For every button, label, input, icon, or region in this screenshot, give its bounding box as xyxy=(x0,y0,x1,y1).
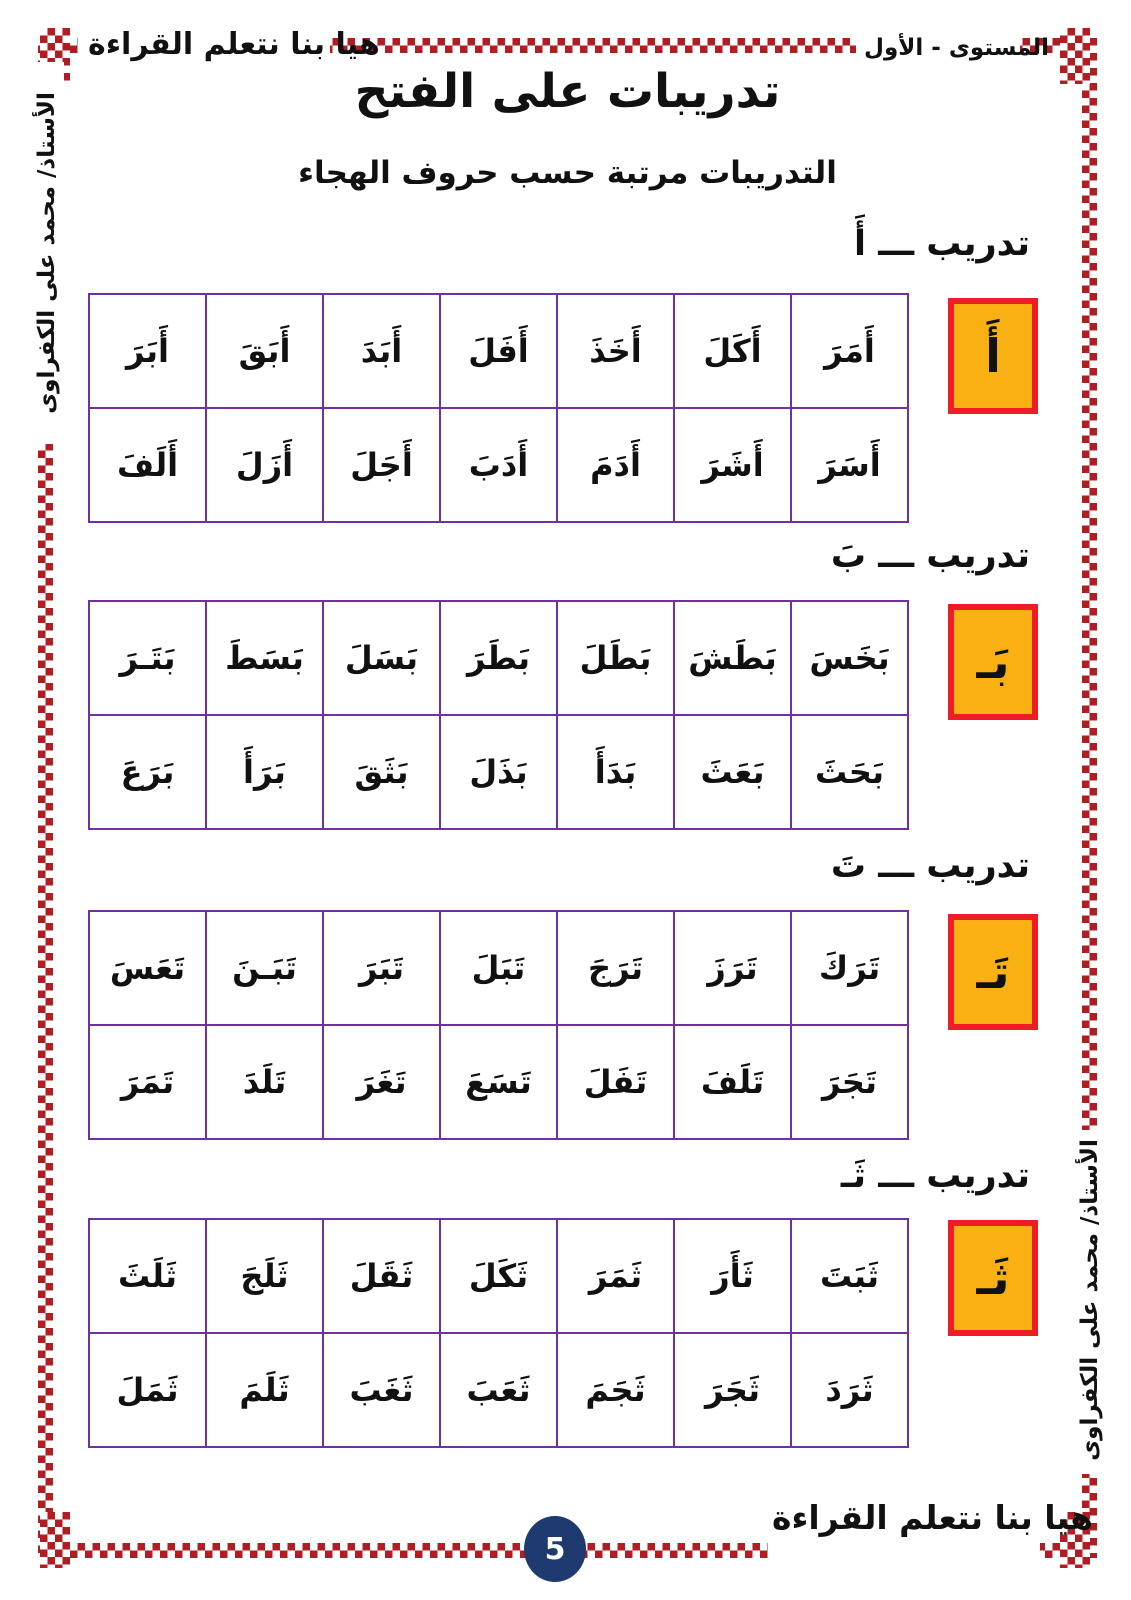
page-title: تدريبات على الفتح xyxy=(354,64,781,119)
word-cell: بَطَرَ xyxy=(440,601,557,715)
word-cell: تَعَسَ xyxy=(89,911,206,1025)
word-cell: بَسَلَ xyxy=(323,601,440,715)
word-cell: بَثَقَ xyxy=(323,715,440,829)
table-row xyxy=(89,911,908,1025)
word-cell: ثَلَثَ xyxy=(89,1219,206,1333)
section-heading-tha: تدريب ـــ ثَـ xyxy=(840,1156,1030,1196)
word-table-ba xyxy=(88,600,909,830)
word-cell: ثَكَلَ xyxy=(440,1219,557,1333)
word-table-tha xyxy=(88,1218,909,1448)
word-cell: ثَلَجَ xyxy=(206,1219,323,1333)
word-cell: بَحَثَ xyxy=(791,715,908,829)
word-cell: تَبَـنَ xyxy=(206,911,323,1025)
word-cell: أَسَرَ xyxy=(791,408,908,522)
table-row xyxy=(89,601,908,715)
word-cell: ثَغَبَ xyxy=(323,1333,440,1447)
footer-brand: هيا بنا نتعلم القراءة xyxy=(772,1498,1093,1537)
teacher-name-left: الأستاذ/ محمد على الكفراوى xyxy=(34,92,60,414)
checker-corner-bottom-left xyxy=(40,1512,70,1568)
word-cell: بَرَأَ xyxy=(206,715,323,829)
word-cell: بَتَـرَ xyxy=(89,601,206,715)
word-cell: ثَقَلَ xyxy=(323,1219,440,1333)
word-cell: بَدَأَ xyxy=(557,715,674,829)
word-cell: ثَمَلَ xyxy=(89,1333,206,1447)
word-cell: ثَبَتَ xyxy=(791,1219,908,1333)
header-level: المستوى - الأول xyxy=(864,35,1050,61)
word-cell: تَرَزَ xyxy=(674,911,791,1025)
word-cell: تَجَرَ xyxy=(791,1025,908,1139)
word-cell: أَجَلَ xyxy=(323,408,440,522)
word-cell: ثَأَرَ xyxy=(674,1219,791,1333)
word-cell: بَعَثَ xyxy=(674,715,791,829)
word-cell: أَمَرَ xyxy=(791,294,908,408)
word-cell: تَلَدَ xyxy=(206,1025,323,1139)
section-heading-ta: تدريب ـــ تَ xyxy=(830,846,1030,886)
word-cell: ثَجَمَ xyxy=(557,1333,674,1447)
table-row xyxy=(89,1219,908,1333)
letter-box-ba: بَـ xyxy=(948,604,1038,720)
word-cell: أَدَبَ xyxy=(440,408,557,522)
letter-box-alef: أَ xyxy=(948,298,1038,414)
word-cell: أَفَلَ xyxy=(440,294,557,408)
word-cell: ثَرَدَ xyxy=(791,1333,908,1447)
word-cell: بَخَسَ xyxy=(791,601,908,715)
word-cell: ثَلَمَ xyxy=(206,1333,323,1447)
word-cell: أَشَرَ xyxy=(674,408,791,522)
header-brand: هيا بنا نتعلم القراءة xyxy=(88,27,380,62)
page-number-badge: 5 xyxy=(524,1516,586,1582)
word-cell: أَدَمَ xyxy=(557,408,674,522)
frame-gap-footer xyxy=(768,1534,1040,1564)
word-cell: تَفَلَ xyxy=(557,1025,674,1139)
page-subtitle: التدريبات مرتبة حسب حروف الهجاء xyxy=(298,155,837,191)
word-cell: أَكَلَ xyxy=(674,294,791,408)
word-cell: تَبَرَ xyxy=(323,911,440,1025)
word-cell: تَلَفَ xyxy=(674,1025,791,1139)
word-table-alef xyxy=(88,293,909,523)
section-heading-alef: تدريب ـــ أَ xyxy=(854,224,1030,264)
word-cell: أَبَرَ xyxy=(89,294,206,408)
table-row xyxy=(89,715,908,829)
table-row xyxy=(89,1025,908,1139)
word-cell: بَطَشَ xyxy=(674,601,791,715)
word-cell: ثَمَرَ xyxy=(557,1219,674,1333)
word-cell: أَبَدَ xyxy=(323,294,440,408)
table-row xyxy=(89,1333,908,1447)
word-cell: أَخَذَ xyxy=(557,294,674,408)
word-cell: تَسَعَ xyxy=(440,1025,557,1139)
word-cell: ثَعَبَ xyxy=(440,1333,557,1447)
word-cell: بَسَطَ xyxy=(206,601,323,715)
letter-box-tha: ثَـ xyxy=(948,1220,1038,1336)
table-row xyxy=(89,294,908,408)
word-cell: تَرَجَ xyxy=(557,911,674,1025)
word-cell: بَطَلَ xyxy=(557,601,674,715)
word-cell: أَزَلَ xyxy=(206,408,323,522)
word-cell: تَرَكَ xyxy=(791,911,908,1025)
section-heading-ba: تدريب ـــ بَ xyxy=(830,536,1030,576)
word-cell: تَغَرَ xyxy=(323,1025,440,1139)
letter-box-ta: تَـ xyxy=(948,914,1038,1030)
word-cell: تَمَرَ xyxy=(89,1025,206,1139)
word-cell: أَلَفَ xyxy=(89,408,206,522)
word-table-ta xyxy=(88,910,909,1140)
word-cell: بَذَلَ xyxy=(440,715,557,829)
word-cell: أَبَقَ xyxy=(206,294,323,408)
table-row xyxy=(89,408,908,522)
word-cell: تَبَلَ xyxy=(440,911,557,1025)
teacher-name-right: الأستاذ/ محمد على الكفراوى xyxy=(1077,1139,1103,1461)
word-cell: بَرَعَ xyxy=(89,715,206,829)
word-cell: ثَجَرَ xyxy=(674,1333,791,1447)
